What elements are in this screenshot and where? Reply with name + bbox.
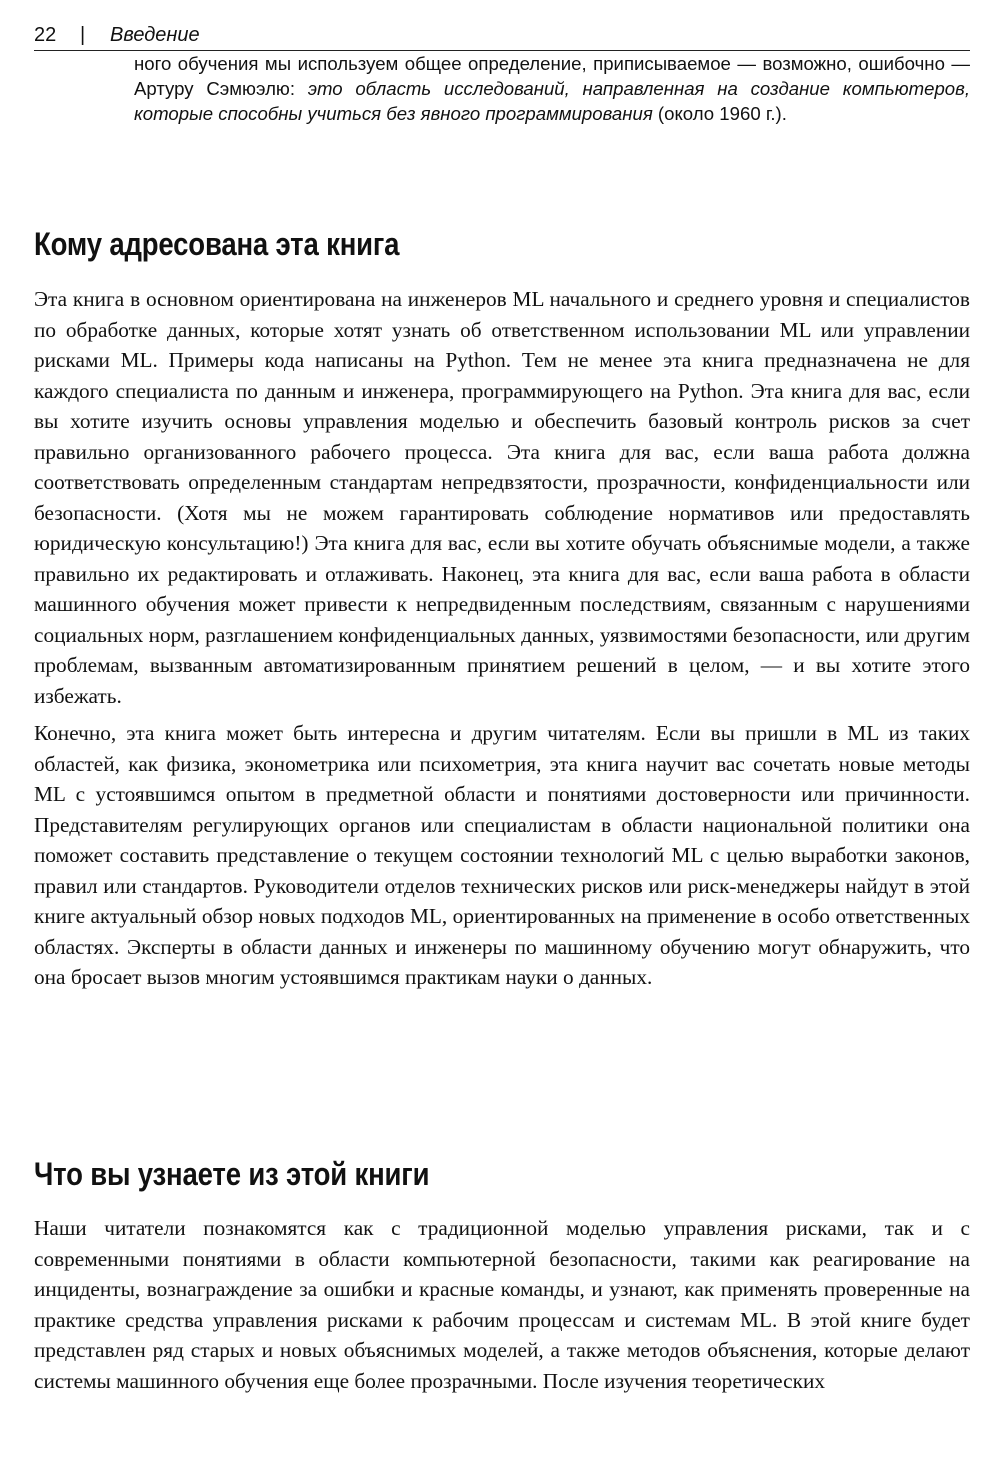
footnote-definition: это область исследований, направленная на создание компьютеров, которые способны учиться без явного программирования: [134, 78, 971, 125]
header-separator: |: [80, 24, 86, 46]
section-body-audience: [34, 284, 970, 993]
footnote-text-start: ного обучения мы используем общее определение, приписываемое — возможно, ошибочно — Артуру Сэмюэлю:: [134, 53, 970, 100]
paragraph: Эта книга в основном ориентирована на инженеров ML начального и среднего уровня и специалистов по обработке данных, которые хотят узнать об ответственном использовании ML или управлении рисками ML. Примеры кода написаны на Python. Тем не менее эта книга предназначена не для каждого специалиста по данным и инженера, программирующего на Python. Эта книга для вас, если вы хотите изучить основы управления моделью и обеспечить базовый контроль рисков за счет правильно организованного рабочего процесса. Эта книга для вас, если ваша работа должна соответствовать определенным стандартам непредвзятости, прозрачности, конфиденциальности или безопасности. (Хотя мы не можем гарантировать соблюдение нормативов или предоставлять юридическую консультацию!) Эта книга для вас, если вы хотите обучать объяснимые модели, а также правильно их редактировать и отлаживать. Наконец, эта книга для вас, если ваша работа в области машинного обучения может привести к непредвиденным последствиям, связанным с нарушениями социальных норм, разглашением конфиденциальных данных, уязвимостями безопасности, или другим проблемам, вызванным автоматизированным принятием решений в целом, — и вы хотите этого избежать.: [34, 287, 970, 708]
section-body-contents: [34, 1213, 970, 1396]
footnote-text: [134, 51, 970, 127]
footnote-block: [134, 51, 970, 127]
paragraph: Наши читатели познакомятся как с традиционной моделью управления рисками, так и с современными понятиями в области компьютерной безопасности, такими как реагирование на инциденты, вознаграждение за ошибки и красные команды, и узнают, как применять проверенные на практике средства управления рисками к рабочим процессам и системам ML. В этой книге будет представлен ряд старых и новых объяснимых моделей, а также методов объяснения, которые делают системы машинного обучения еще более прозрачными. После изучения теоретических: [34, 1216, 970, 1393]
footnote-text-end: (около 1960 г.).: [652, 103, 787, 125]
section-heading-contents: Что вы узнаете из этой книги: [34, 1156, 430, 1192]
chapter-title: Введение: [110, 24, 200, 46]
section-heading-audience: Кому адресована эта книга: [34, 226, 400, 262]
page-number: 22: [34, 24, 57, 46]
paragraph: Конечно, эта книга может быть интересна и другим читателям. Если вы пришли в ML из таких областей, как физика, эконометрика или психометрия, эта книга научит вас сочетать новые методы ML с устоявшимся опытом в предметной области и понятиями достоверности или причинности. Представителям регулирующих органов или специалистам в области национальной политики она поможет составить представление о текущем состоянии технологий ML с целью выработки законов, правил или стандартов. Руководители отделов технических рисков или риск-менеджеры найдут в этой книге актуальный обзор новых подходов ML, ориентированных на применение в особо ответственных областях. Эксперты в области данных и инженеры по машинному обучению могут обнаружить, что она бросает вызов многим устоявшимся практикам науки о данных.: [34, 721, 970, 989]
running-header: [34, 22, 970, 51]
